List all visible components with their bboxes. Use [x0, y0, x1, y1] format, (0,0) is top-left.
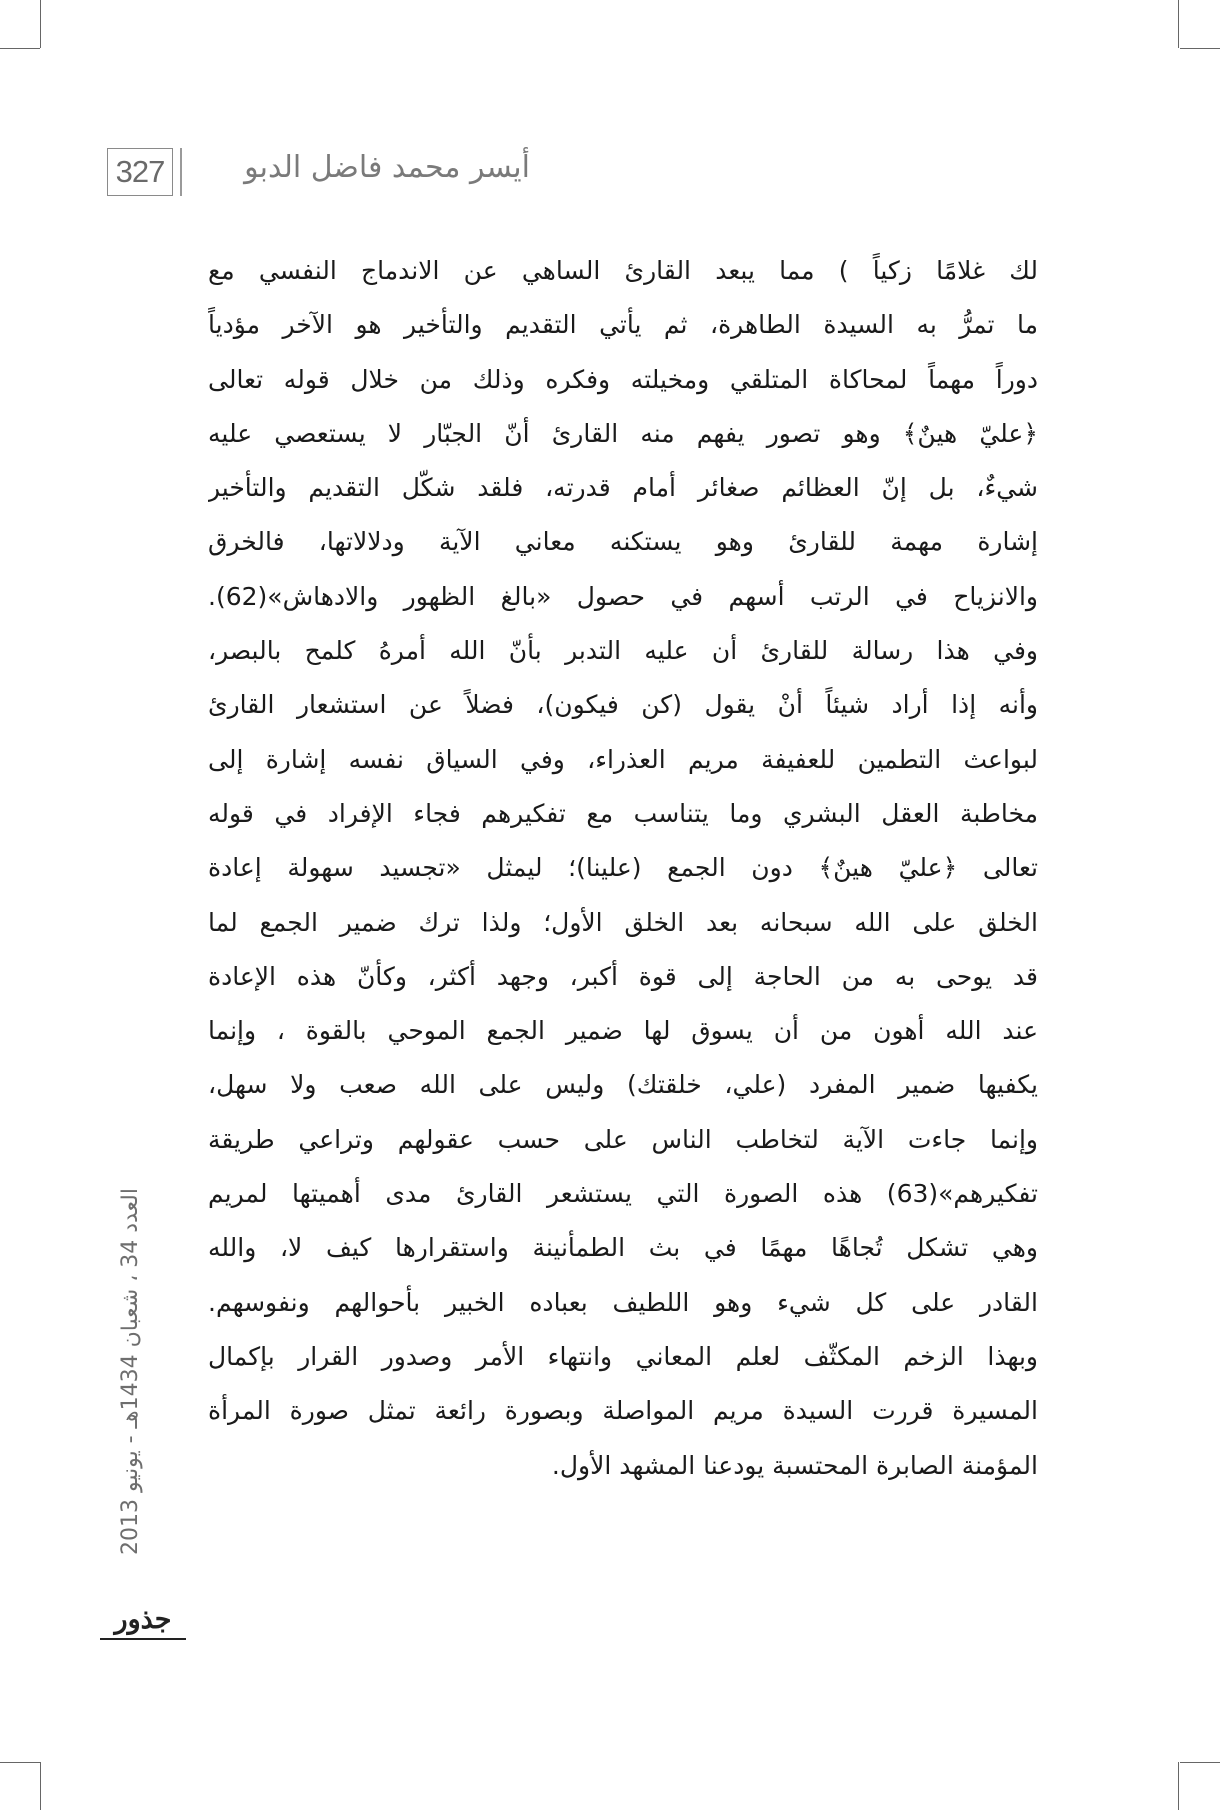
text-line: إشارة مهمة للقارئ وهو يستكنه معاني الآية ودلالاتها، فالخرق — [208, 527, 1038, 557]
crop-mark — [1180, 1762, 1220, 1763]
text-line: ما تمرُّ به السيدة الطاهرة، ثم يأتي التقديم والتأخير هو الآخر مؤدياً — [208, 310, 1038, 340]
text-line: يكفيها ضمير المفرد (علي، خلقتك) وليس على الله صعب ولا سهل، — [208, 1070, 1038, 1100]
author-name: أيسر محمد فاضل الدبو — [244, 150, 530, 185]
text-line: لبواعث التطمين للعفيفة مريم العذراء، وفي السياق نفسه إشارة إلى — [208, 744, 1038, 774]
text-line: الخلق على الله سبحانه بعد الخلق الأول؛ ولذا ترك ضمير الجمع لما — [208, 907, 1038, 937]
text-line: وبهذا الزخم المكثّف لعلم المعاني وانتهاء الأمر وصدور القرار بإكمال — [208, 1341, 1038, 1371]
crop-mark — [0, 48, 40, 49]
issue-info: العدد 34 ، شعبان 1434هـ - يونيو 2013 — [118, 1188, 143, 1555]
text-line: تعالى ﴿عليّ هينٌ﴾ دون الجمع (علينا)؛ ليمثل «تجسيد سهولة إعادة — [208, 853, 1038, 883]
text-line: وفي هذا رسالة للقارئ أن عليه التدبر بأنّ الله أمرهُ كلمح بالبصر، — [208, 636, 1038, 666]
page-number: 327 — [107, 148, 173, 196]
text-line: وهي تشكل تُجاهًا مهمًا في بث الطمأنينة واستقرارها كيف لا، والله — [208, 1233, 1038, 1263]
journal-logo: جذور — [100, 1600, 186, 1640]
crop-mark — [1178, 0, 1179, 48]
text-line: وإنما جاءت الآية لتخاطب الناس على حسب عقولهم وتراعي طريقة — [208, 1124, 1038, 1154]
crop-mark — [1178, 1762, 1179, 1810]
text-line: ﴿عليّ هينٌ﴾ وهو تصور يفهم منه القارئ أنّ الجبّار لا يستعصي عليه — [208, 418, 1038, 448]
article-body — [208, 244, 1038, 1493]
text-line: عند الله أهون من أن يسوق لها ضمير الجمع الموحي بالقوة ، وإنما — [208, 1016, 1038, 1046]
header-divider — [180, 148, 182, 196]
text-line: وأنه إذا أراد شيئاً أنْ يقول (كن فيكون)، فضلاً عن استشعار القارئ — [208, 690, 1038, 720]
text-line: المؤمنة الصابرة المحتسبة يودعنا المشهد الأول. — [551, 1450, 1038, 1480]
text-line: المسيرة قررت السيدة مريم المواصلة وبصورة رائعة تمثل صورة المرأة — [208, 1396, 1038, 1426]
text-line: لك غلامًا زكياً ) مما يبعد القارئ الساهي عن الاندماج النفسي مع — [208, 256, 1038, 285]
text-line: والانزياح في الرتب أسهم في حصول «بالغ الظهور والادهاش»(62). — [208, 581, 1038, 611]
text-line: شيءٌ، بل إنّ العظائم صغائر أمام قدرته، فلقد شكّل التقديم والتأخير — [208, 473, 1038, 503]
crop-mark — [0, 1762, 40, 1763]
crop-mark — [1180, 48, 1220, 49]
text-line: مخاطبة العقل البشري وما يتناسب مع تفكيرهم فجاء الإفراد في قوله — [208, 798, 1038, 828]
crop-mark — [40, 1762, 41, 1810]
text-line: قد يوحى به من الحاجة إلى قوة أكبر، وجهد أكثر، وكأنّ هذه الإعادة — [208, 961, 1038, 991]
text-line: دوراً مهماً لمحاكاة المتلقي ومخيلته وفكره وذلك من خلال قوله تعالى — [208, 364, 1038, 394]
text-line: تفكيرهم»(63) هذه الصورة التي يستشعر القارئ مدى أهميتها لمريم — [208, 1179, 1038, 1209]
crop-mark — [40, 0, 41, 48]
text-line: القادر على كل شيء وهو اللطيف بعباده الخبير بأحوالهم ونفوسهم. — [208, 1287, 1038, 1317]
